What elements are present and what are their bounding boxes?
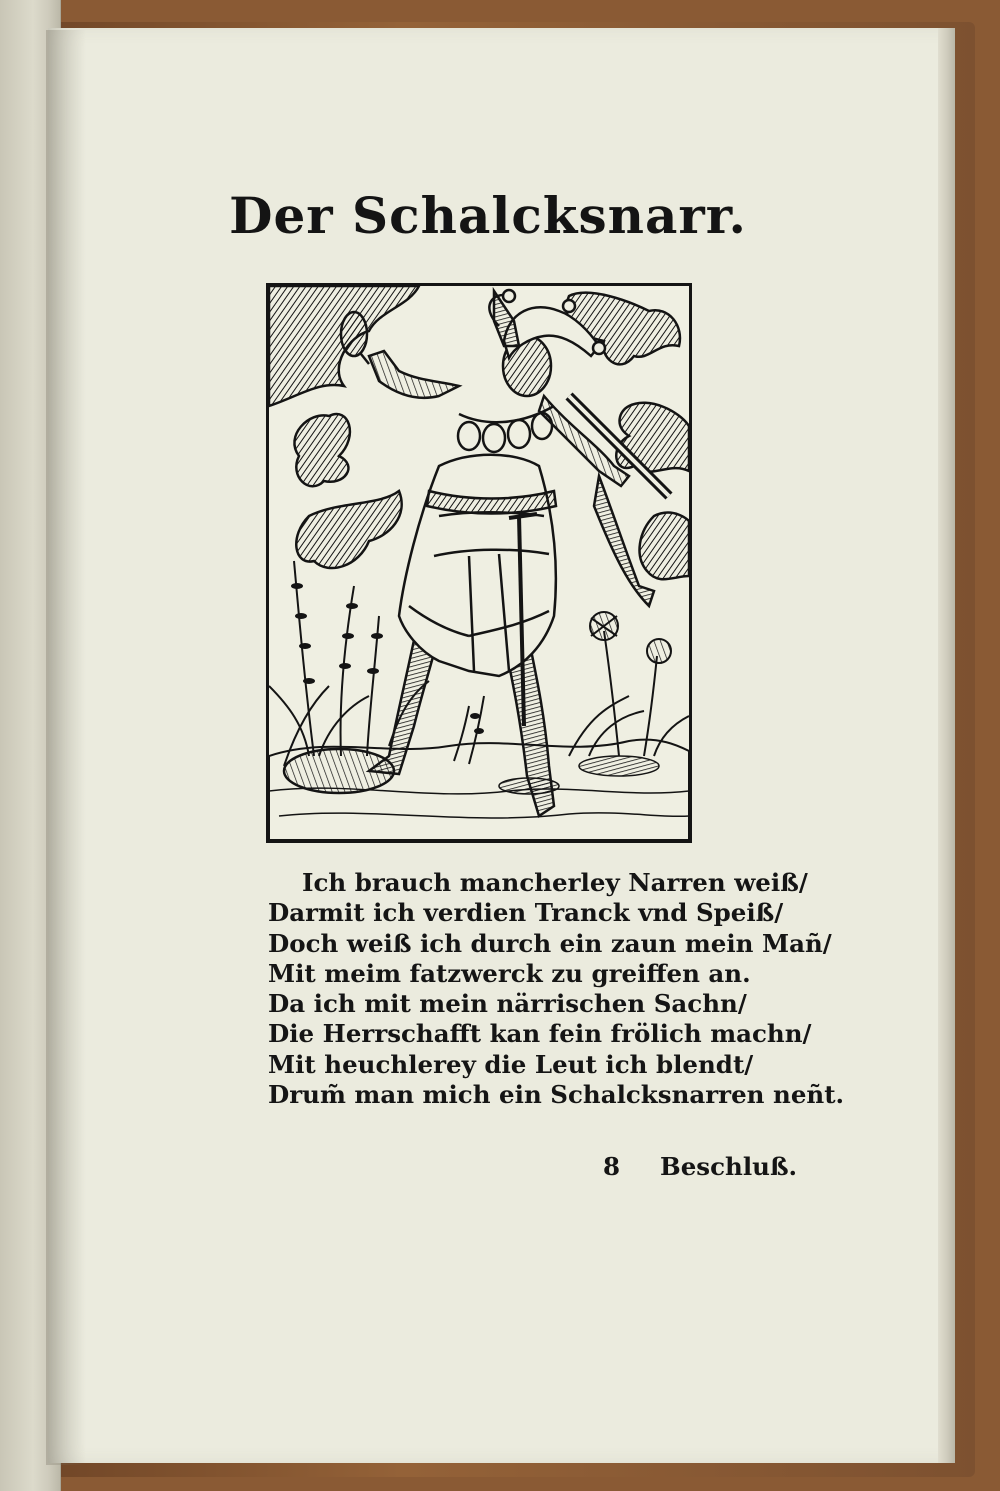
verse-line: Doch weiß ich durch ein zaun mein Mañ/ <box>268 928 832 958</box>
verse-line: Mit meim fatzwerck zu greiffen an. <box>268 958 751 988</box>
verse-line: Da ich mit mein närrischen Sachn/ <box>268 989 747 1019</box>
flowers-right <box>569 612 689 756</box>
gutter-shadow <box>46 30 86 1465</box>
verse-line: Darmit ich verdien Tranck vnd Speiß/ <box>268 898 784 928</box>
verse-block <box>268 868 845 1110</box>
verse-line: Drum̃ man mich ein Schalcksnarren neñt. <box>268 1080 845 1110</box>
ground <box>269 740 689 840</box>
woodcut-drawing <box>269 286 689 840</box>
jester-woodcut <box>266 283 692 843</box>
verse-line: Mit heuchlerey die Leut ich blendt/ <box>268 1049 754 1079</box>
verse-line: Die Herrschafft kan fein frölich machn/ <box>268 1019 812 1049</box>
jester-figure <box>341 290 669 816</box>
signature-mark: 8 <box>603 1152 621 1181</box>
verse-line: Ich brauch mancherley Narren weiß/ <box>302 868 808 897</box>
page-title: Der Schalcksnarr. <box>229 186 747 245</box>
catchword: Beschluß. <box>660 1152 798 1181</box>
